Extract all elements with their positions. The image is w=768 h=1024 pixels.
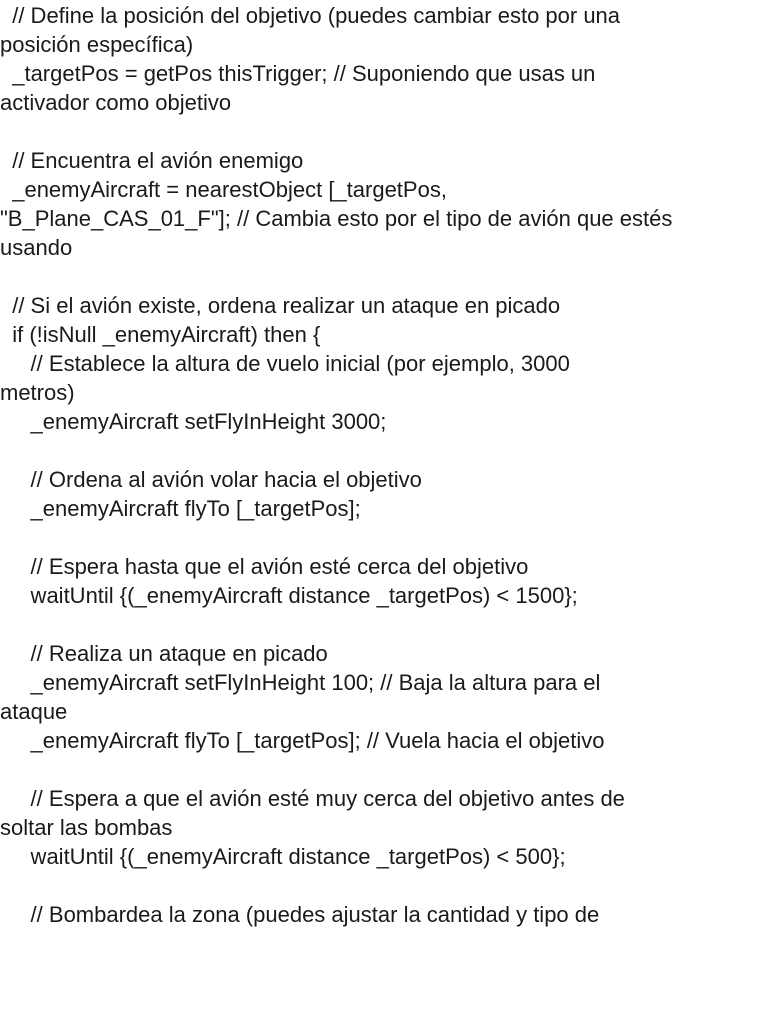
- code-line: // Espera hasta que el avión esté cerca del objetivo: [0, 554, 529, 579]
- code-line: activador como objetivo: [0, 90, 232, 115]
- code-line: _enemyAircraft setFlyInHeight 100; // Baja la altura para el: [0, 670, 601, 695]
- code-line: _enemyAircraft setFlyInHeight 3000;: [0, 409, 387, 434]
- code-line: // Ordena al avión volar hacia el objetivo: [0, 467, 422, 492]
- code-line: // Realiza un ataque en picado: [0, 641, 328, 666]
- code-line: // Si el avión existe, ordena realizar un ataque en picado: [0, 293, 561, 318]
- code-line: _enemyAircraft flyTo [_targetPos]; // Vuela hacia el objetivo: [0, 728, 605, 753]
- code-line: if (!isNull _enemyAircraft) then {: [0, 322, 321, 347]
- code-line: _targetPos = getPos thisTrigger; // Suponiendo que usas un: [0, 61, 596, 86]
- code-line: // Espera a que el avión esté muy cerca del objetivo antes de: [0, 786, 625, 811]
- code-line: waitUntil {(_enemyAircraft distance _targetPos) < 500};: [0, 844, 566, 869]
- code-line: waitUntil {(_enemyAircraft distance _targetPos) < 1500};: [0, 583, 578, 608]
- code-line: _enemyAircraft flyTo [_targetPos];: [0, 496, 361, 521]
- code-line: soltar las bombas: [0, 815, 173, 840]
- code-line: "B_Plane_CAS_01_F"]; // Cambia esto por el tipo de avión que estés: [0, 206, 673, 231]
- code-line: // Define la posición del objetivo (puedes cambiar esto por una: [0, 3, 621, 28]
- code-line: // Encuentra el avión enemigo: [0, 148, 304, 173]
- code-line: usando: [0, 235, 73, 260]
- code-line: _enemyAircraft = nearestObject [_targetPos,: [0, 177, 447, 202]
- code-line: metros): [0, 380, 75, 405]
- code-line: posición específica): [0, 32, 194, 57]
- code-line: ataque: [0, 699, 68, 724]
- code-line: // Bombardea la zona (puedes ajustar la cantidad y tipo de: [0, 902, 600, 927]
- code-line: // Establece la altura de vuelo inicial (por ejemplo, 3000: [0, 351, 570, 376]
